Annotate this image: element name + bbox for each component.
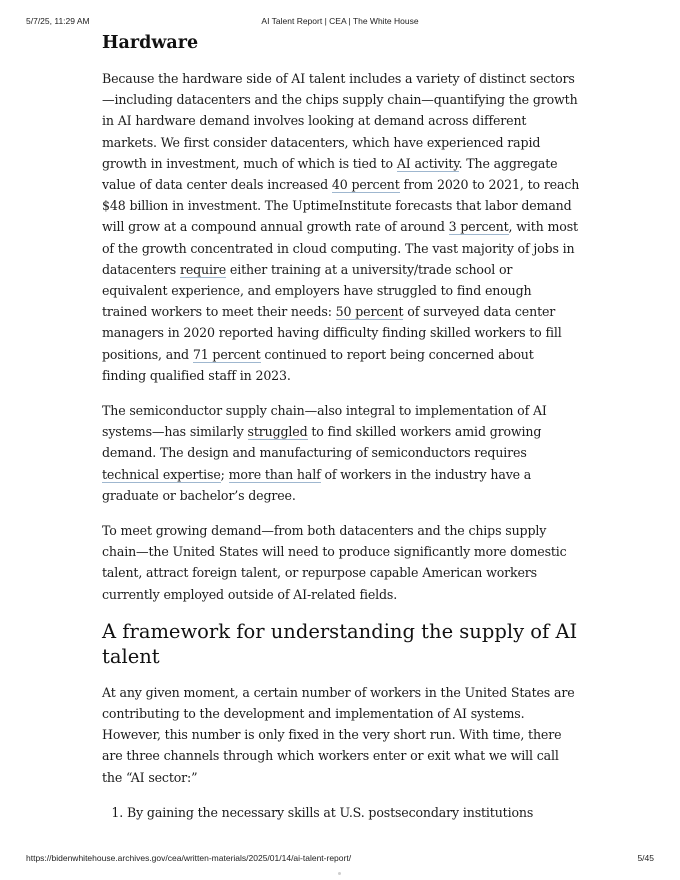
print-page-title: AI Talent Report | CEA | The White House xyxy=(261,16,419,26)
link-more-than-half[interactable]: more than half xyxy=(228,466,321,482)
print-datetime: 5/7/25, 11:29 AM xyxy=(26,16,90,26)
link-3-percent[interactable]: 3 percent xyxy=(448,219,509,235)
paragraph-framework-intro: At any given moment, a certain number of workers in the United States are contributing to the development and implementation of AI systems. However, this number is only fixed in the very short run. With time, there are three channels through which workers enter or exit what we will call the “AI sector:” xyxy=(102,684,575,785)
page-marker-dot xyxy=(338,872,341,875)
paragraph-growing-demand: To meet growing demand—from both datacenters and the chips supply chain—the United States will need to produce significantly more domestic talent, attract foreign talent, or repurpose capable American workers currently employed outside of AI-related fields. xyxy=(102,523,567,602)
print-url: https://bidenwhitehouse.archives.gov/cea/written-materials/2025/01/14/ai-talent-report/ xyxy=(26,853,352,863)
print-header xyxy=(26,16,654,28)
section-heading-framework: A framework for understanding the supply of AI talent xyxy=(102,619,578,668)
link-71-percent[interactable]: 71 percent xyxy=(192,346,261,362)
list-item: 1. By gaining the necessary skills at U.S. postsecondary institutions xyxy=(127,802,580,823)
link-50-percent[interactable]: 50 percent xyxy=(335,304,404,320)
link-struggled[interactable]: struggled xyxy=(247,424,308,440)
channels-list xyxy=(102,802,580,823)
paragraph-semiconductors: The semiconductor supply chain—also integral to implementation of AI systems—has similarly struggled to find skilled workers amid growing demand. The design and manufacturing of semiconductors requires technical expertise; more than half of workers in the industry have a graduate or bachelor’s degree. xyxy=(102,403,547,503)
link-40-percent[interactable]: 40 percent xyxy=(331,177,400,193)
link-technical-expertise[interactable]: technical expertise xyxy=(102,466,221,482)
page-number: 5/45 xyxy=(637,853,654,863)
paragraph-datacenters: Because the hardware side of AI talent includes a variety of distinct sectors—including datacenters and the chips supply chain—quantifying the growth in AI hardware demand involves looking at demand across different markets. We first consider datacenters, which have experienced rapid growth in investment, much of which is tied to AI activity. The aggregate value of data center deals increased 40 percent from 2020 to 2021, to reach $48 billion in investment. The UptimeInstitute forecasts that labor demand will grow at a compound annual growth rate of around 3 percent, with most of the growth concentrated in cloud computing. The vast majority of jobs in datacenters require either training at a university/trade school or equivalent experience, and employers have struggled to find enough trained workers to meet their needs: 50 percent of surveyed data center managers in 2020 reported having difficulty finding skilled workers to fill positions, and 71 percent continued to report being concerned about finding qualified staff in 2023. xyxy=(102,71,580,383)
link-ai-activity[interactable]: AI activity xyxy=(396,155,459,171)
article-content xyxy=(102,32,580,823)
section-heading-hardware: Hardware xyxy=(102,33,199,53)
link-require[interactable]: require xyxy=(179,261,227,277)
